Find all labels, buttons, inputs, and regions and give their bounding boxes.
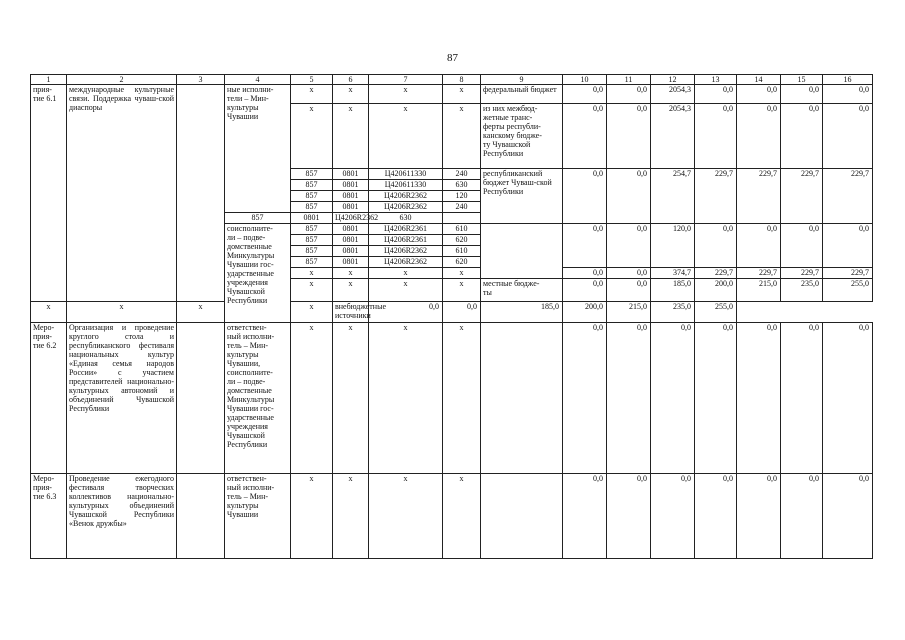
amount-cell: 0,0	[781, 104, 823, 169]
column-number: 4	[225, 75, 291, 85]
code-cell: х	[333, 268, 369, 279]
code-cell: х	[333, 323, 369, 474]
code-cell: х	[291, 323, 333, 474]
amount-cell: 0,0	[563, 85, 607, 104]
code-cell: 0801	[333, 202, 369, 213]
code-cell: Ц4206R2361	[369, 224, 443, 235]
amount-cell: 0,0	[823, 474, 873, 559]
amount-cell: 0,0	[563, 279, 607, 302]
column-number: 7	[369, 75, 443, 85]
column-number: 13	[695, 75, 737, 85]
amount-cell: 235,0	[651, 302, 695, 323]
code-cell: 120	[443, 191, 481, 202]
code-cell: х	[443, 323, 481, 474]
amount-cell: 254,7	[651, 169, 695, 224]
amount-cell: 0,0	[781, 224, 823, 268]
table-row	[31, 302, 873, 323]
amount-cell: 0,0	[695, 104, 737, 169]
amount-cell: 0,0	[607, 474, 651, 559]
column-number: 6	[333, 75, 369, 85]
code-cell: 857	[291, 257, 333, 268]
amount-cell: 374,7	[651, 268, 695, 279]
code-cell: х	[333, 279, 369, 302]
code-cell: 630	[443, 180, 481, 191]
amount-cell: 0,0	[823, 323, 873, 474]
code-cell: 857	[291, 180, 333, 191]
event-number: прия- тие 6.1	[31, 85, 67, 302]
code-cell: 0801	[333, 169, 369, 180]
executor-cell: ответствен- ный исполни- тель – Мин- культуры Чувашии	[225, 474, 291, 559]
table-row	[31, 323, 873, 474]
column-number: 16	[823, 75, 873, 85]
amount-cell: 2054,3	[651, 85, 695, 104]
code-cell: 620	[443, 257, 481, 268]
code-cell: 0801	[333, 180, 369, 191]
funding-source: внебюджетные источники	[333, 302, 369, 323]
amount-cell: 255,0	[823, 279, 873, 302]
code-cell: х	[443, 268, 481, 279]
code-cell: Ц4206R2362	[369, 191, 443, 202]
code-cell: 630	[369, 213, 443, 224]
column-number: 8	[443, 75, 481, 85]
amount-cell: 0,0	[651, 474, 695, 559]
funding-source: местные бюдже- ты	[481, 279, 563, 302]
code-cell: Ц420611330	[369, 180, 443, 191]
column-number: 9	[481, 75, 563, 85]
amount-cell: 0,0	[651, 323, 695, 474]
amount-cell: 0,0	[737, 474, 781, 559]
executor-cell: соисполните- ли – подве- домственные Минкультуры Чувашии гос- ударственные учреждения Чувашской Республики	[225, 224, 291, 323]
code-cell: 857	[291, 246, 333, 257]
code-cell: х	[291, 279, 333, 302]
code-cell: 620	[443, 235, 481, 246]
column-number: 15	[781, 75, 823, 85]
amount-cell: 185,0	[481, 302, 563, 323]
column-number: 11	[607, 75, 651, 85]
page-number: 87	[447, 52, 458, 64]
code-cell: 857	[225, 213, 291, 224]
code-cell: 0801	[333, 224, 369, 235]
event-title: Проведение ежегодного фестиваля творческих коллективов национально-культурных объединений Чувашской Республики «Венок дружбы»	[67, 474, 177, 559]
funding-source	[481, 323, 563, 474]
amount-cell: 0,0	[607, 279, 651, 302]
amount-cell: 0,0	[737, 323, 781, 474]
event-title: международные культурные связи. Поддержка чуваш-ской диаспоры	[67, 85, 177, 302]
executor-cell: ответствен- ный исполни- тель – Мин- культуры Чувашии, соисполните- ли – подве- домственные Минкультуры Чувашии гос- ударственные учреждения Чувашской Республики	[225, 323, 291, 474]
amount-cell: 0,0	[823, 104, 873, 169]
code-cell: х	[369, 279, 443, 302]
code-cell: х	[291, 85, 333, 104]
code-cell: Ц4206R2362	[369, 202, 443, 213]
code-cell: х	[177, 302, 225, 323]
code-cell: 857	[291, 235, 333, 246]
code-cell: х	[369, 85, 443, 104]
table-row	[31, 85, 873, 104]
code-cell: х	[31, 302, 67, 323]
amount-cell: 0,0	[695, 85, 737, 104]
funding-source: федеральный бюджет	[481, 85, 563, 104]
code-cell: Ц420611330	[369, 169, 443, 180]
event-title: Организация и проведение круглого стола и республиканского фестиваля национальных культур «Единая семья народов России» с участием представителей национально-культурных автономий и объединений Чувашской Республики	[67, 323, 177, 474]
amount-cell: 255,0	[695, 302, 737, 323]
code-cell: х	[369, 323, 443, 474]
code-cell: х	[333, 474, 369, 559]
column-number: 1	[31, 75, 67, 85]
event-number: Меро- прия- тие 6.2	[31, 323, 67, 474]
code-cell: х	[443, 474, 481, 559]
amount-cell: 0,0	[737, 104, 781, 169]
amount-cell: 200,0	[563, 302, 607, 323]
code-cell: 0801	[333, 257, 369, 268]
amount-cell: 0,0	[781, 474, 823, 559]
code-cell: 857	[291, 202, 333, 213]
column-number-row	[31, 75, 873, 85]
amount-cell: 229,7	[823, 169, 873, 224]
amount-cell: 229,7	[695, 268, 737, 279]
column-number: 3	[177, 75, 225, 85]
column-number: 10	[563, 75, 607, 85]
amount-cell: 0,0	[607, 85, 651, 104]
amount-cell: 0,0	[563, 224, 607, 268]
code-cell: 857	[291, 224, 333, 235]
code-cell: 0801	[333, 235, 369, 246]
amount-cell: 0,0	[563, 268, 607, 279]
column-number: 12	[651, 75, 695, 85]
code-cell: х	[369, 104, 443, 169]
code-cell: 857	[291, 191, 333, 202]
amount-cell: 235,0	[781, 279, 823, 302]
amount-cell: 0,0	[823, 85, 873, 104]
amount-cell: 185,0	[651, 279, 695, 302]
funding-source	[481, 224, 563, 279]
amount-cell: 0,0	[823, 224, 873, 268]
code-cell: Ц4206R2362	[369, 257, 443, 268]
code-cell: х	[443, 279, 481, 302]
amount-cell: 229,7	[737, 268, 781, 279]
code-cell: 0801	[333, 191, 369, 202]
amount-cell: 0,0	[781, 323, 823, 474]
code-cell: х	[291, 474, 333, 559]
column-number: 14	[737, 75, 781, 85]
executor-cell: ные исполни- тели – Мин- культуры Чувашии	[225, 85, 291, 213]
funding-source	[481, 474, 563, 559]
empty-cell	[177, 85, 225, 302]
code-cell: х	[291, 104, 333, 169]
column-number: 2	[67, 75, 177, 85]
code-cell: х	[291, 302, 333, 323]
amount-cell: 0,0	[607, 323, 651, 474]
funding-source: республиканский бюджет Чуваш-ской Республики	[481, 169, 563, 224]
code-cell: х	[369, 474, 443, 559]
amount-cell: 229,7	[737, 169, 781, 224]
budget-table	[30, 74, 873, 559]
amount-cell: 0,0	[781, 85, 823, 104]
funding-source: из них межбюд- жетные транс- ферты республи- канскому бюдже- ту Чувашской Республики	[481, 104, 563, 169]
amount-cell: 215,0	[737, 279, 781, 302]
code-cell: 240	[443, 202, 481, 213]
amount-cell: 0,0	[563, 474, 607, 559]
code-cell: Ц4206R2362	[333, 213, 369, 224]
code-cell: 610	[443, 246, 481, 257]
code-cell: х	[443, 104, 481, 169]
amount-cell: 0,0	[607, 224, 651, 268]
code-cell: Ц4206R2362	[369, 246, 443, 257]
amount-cell: 0,0	[607, 169, 651, 224]
amount-cell: 0,0	[737, 224, 781, 268]
code-cell: 240	[443, 169, 481, 180]
amount-cell: 229,7	[823, 268, 873, 279]
amount-cell: 0,0	[563, 169, 607, 224]
amount-cell: 229,7	[695, 169, 737, 224]
empty-cell	[177, 474, 225, 559]
amount-cell: 2054,3	[651, 104, 695, 169]
code-cell: 0801	[333, 246, 369, 257]
amount-cell: 0,0	[695, 224, 737, 268]
code-cell: х	[67, 302, 177, 323]
code-cell: х	[333, 85, 369, 104]
amount-cell: 0,0	[737, 85, 781, 104]
column-number: 5	[291, 75, 333, 85]
code-cell: Ц4206R2361	[369, 235, 443, 246]
amount-cell: 200,0	[695, 279, 737, 302]
amount-cell: 0,0	[607, 104, 651, 169]
amount-cell: 0,0	[563, 323, 607, 474]
code-cell: х	[291, 268, 333, 279]
code-cell: х	[333, 104, 369, 169]
event-number: Меро- прия- тие 6.3	[31, 474, 67, 559]
code-cell: 610	[443, 224, 481, 235]
amount-cell: 0,0	[695, 474, 737, 559]
amount-cell: 229,7	[781, 268, 823, 279]
code-cell: 0801	[291, 213, 333, 224]
amount-cell: 0,0	[443, 302, 481, 323]
empty-cell	[177, 323, 225, 474]
amount-cell: 0,0	[695, 323, 737, 474]
amount-cell: 0,0	[369, 302, 443, 323]
amount-cell: 229,7	[781, 169, 823, 224]
amount-cell: 215,0	[607, 302, 651, 323]
amount-cell: 0,0	[563, 104, 607, 169]
table-row	[31, 474, 873, 559]
amount-cell: 0,0	[607, 268, 651, 279]
amount-cell: 120,0	[651, 224, 695, 268]
code-cell: 857	[291, 169, 333, 180]
code-cell: х	[369, 268, 443, 279]
code-cell: х	[443, 85, 481, 104]
